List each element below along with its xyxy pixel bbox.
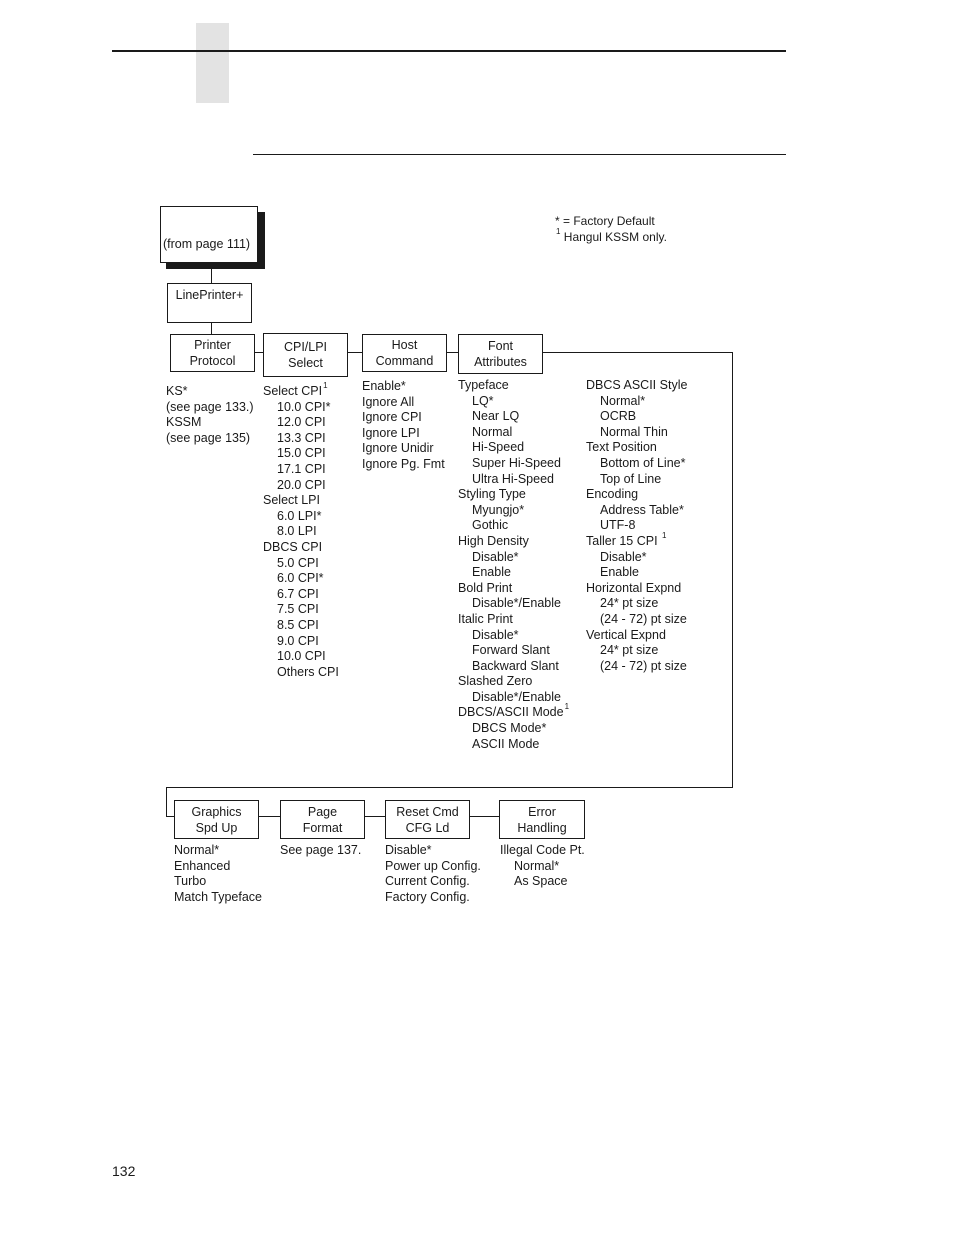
menu-option: Match Typeface — [174, 889, 263, 904]
box-label-line2: Protocol — [189, 354, 236, 368]
menu-option: Illegal Code Pt. — [500, 843, 585, 857]
menu-option: Ignore Pg. Fmt — [362, 456, 445, 471]
menu-option: Horizontal Expnd — [586, 580, 682, 595]
page-format-options — [280, 843, 361, 859]
menu-box-printer-protocol — [170, 334, 255, 372]
menu-option: Encoding — [586, 487, 639, 502]
menu-option: 12.0 CPI — [277, 415, 326, 430]
menu-option: Others CPI — [277, 664, 339, 679]
menu-option: Italic Print — [458, 611, 513, 626]
font-attributes-options-col2 — [586, 378, 687, 674]
menu-option: (see page 135) — [166, 430, 251, 445]
menu-option: 6.0 CPI* — [277, 571, 324, 586]
menu-option: 13.3 CPI — [277, 430, 326, 445]
connector-left-down — [166, 787, 167, 816]
menu-option: Ignore Unidir — [362, 441, 434, 456]
menu-box-font-attributes — [458, 334, 543, 374]
menu-option: 15.0 CPI — [277, 446, 326, 461]
menu-option: KS* — [166, 384, 188, 398]
menu-option: Ignore CPI — [362, 410, 422, 425]
connector-font-right — [543, 352, 733, 353]
menu-box-graphics-spd-up — [174, 800, 259, 839]
menu-option: Enable — [472, 565, 511, 580]
menu-option: DBCS/ASCII Mode$^1$ — [458, 702, 570, 720]
menu-option: 6.7 CPI — [277, 586, 319, 601]
connector-reset-error — [470, 816, 499, 817]
menu-option: Select LPI — [263, 493, 320, 508]
menu-option: Typeface — [458, 378, 509, 392]
legend-hangul: $^1$ Hangul KSSM only. — [556, 227, 667, 244]
menu-option: 8.5 CPI — [277, 617, 319, 632]
box-label-line2: CFG Ld — [405, 820, 450, 835]
menu-option: 5.0 CPI — [277, 555, 319, 570]
menu-box-error-handling — [499, 800, 585, 839]
menu-box-host-command — [362, 334, 447, 372]
box-label-line1: CPI/LPI — [283, 340, 328, 354]
menu-option: Super Hi-Speed — [472, 455, 561, 470]
menu-option: Disable*/Enable — [472, 596, 561, 611]
root-box-lineprinter — [167, 283, 252, 323]
menu-option: Disable* — [472, 549, 519, 564]
menu-option: Gothic — [472, 518, 509, 533]
menu-option: Ultra Hi-Speed — [472, 471, 554, 486]
menu-box-page-format — [280, 800, 365, 839]
menu-option: Bottom of Line* — [600, 455, 686, 470]
menu-option: 9.0 CPI — [277, 633, 319, 648]
menu-option: LQ* — [472, 393, 494, 408]
menu-option: Slashed Zero — [458, 674, 533, 689]
section-rule — [253, 154, 786, 155]
menu-option: As Space — [514, 874, 568, 889]
menu-option: Enhanced — [174, 858, 231, 873]
graphics-options — [174, 843, 262, 905]
chapter-tab — [196, 23, 229, 103]
menu-option: Normal* — [514, 858, 560, 873]
menu-option: OCRB — [600, 409, 637, 424]
menu-option: Power up Config. — [385, 858, 481, 873]
box-label-line1: Graphics — [191, 804, 242, 819]
menu-option: Ignore LPI — [362, 425, 420, 440]
menu-option: Styling Type — [458, 487, 526, 502]
menu-option: 6.0 LPI* — [277, 508, 322, 523]
menu-option: (24 - 72) pt size — [600, 611, 687, 626]
box-label-line2: Select — [288, 356, 323, 370]
box-label-line2: Command — [375, 354, 434, 368]
menu-option: Backward Slant — [472, 658, 559, 673]
menu-option: Disable* — [600, 549, 647, 564]
menu-option: See page 137. — [280, 843, 362, 857]
menu-option: Select CPI$^1$ — [263, 380, 328, 398]
box-label-line1: Error — [528, 804, 556, 819]
menu-option: Factory Config. — [385, 889, 470, 904]
reset-cmd-options — [385, 843, 481, 905]
font-attributes-options-col1 — [458, 378, 569, 752]
connector-bottom-back — [166, 787, 733, 788]
box-label-line1: Printer — [194, 338, 231, 352]
box-label-line2: Format — [302, 820, 343, 835]
menu-option: Turbo — [174, 874, 207, 889]
error-handling-options — [500, 843, 585, 890]
menu-option: Enable — [600, 565, 639, 580]
menu-option: UTF-8 — [600, 518, 636, 533]
connector-graphics-page — [259, 816, 280, 817]
menu-option: Disable* — [385, 843, 432, 857]
menu-option: Normal* — [600, 393, 646, 408]
connector-protocol-cpi — [255, 352, 263, 353]
menu-option: Forward Slant — [472, 643, 550, 658]
header-rule — [112, 50, 786, 52]
menu-box-cpi-lpi-select — [263, 333, 348, 377]
menu-option: (24 - 72) pt size — [600, 658, 687, 673]
connector-right-down — [732, 352, 733, 787]
menu-option: Disable* — [472, 627, 519, 642]
menu-option: DBCS ASCII Style — [586, 378, 688, 392]
menu-option: Normal* — [174, 843, 220, 857]
menu-option: Current Config. — [385, 874, 470, 889]
menu-option: Hi-Speed — [472, 440, 525, 455]
menu-option: Normal Thin — [600, 424, 668, 439]
menu-option: Address Table* — [600, 502, 684, 517]
menu-option: Vertical Expnd — [586, 627, 666, 642]
menu-option: 8.0 LPI — [277, 524, 317, 539]
host-command-options — [362, 379, 445, 473]
menu-option: 17.1 CPI — [277, 461, 326, 476]
root-box-label: LinePrinter+ — [175, 288, 244, 302]
menu-option: 10.0 CPI* — [277, 399, 331, 414]
box-label-line1: Font — [487, 339, 513, 353]
menu-option: Bold Print — [458, 580, 513, 595]
menu-option: 7.5 CPI — [277, 602, 319, 617]
connector-start-root — [211, 269, 212, 283]
menu-option: 24* pt size — [600, 596, 659, 611]
connector-left-graphics — [166, 816, 174, 817]
menu-option: Text Position — [586, 440, 657, 455]
box-label-line1: Page — [307, 804, 338, 819]
legend-factory-default: * = Factory Default — [555, 214, 655, 228]
box-label-line2: Attributes — [474, 355, 527, 369]
menu-option: DBCS Mode* — [472, 721, 547, 736]
cpi-lpi-options — [263, 380, 339, 680]
menu-option: Normal — [472, 424, 513, 439]
menu-option: 10.0 CPI — [277, 649, 326, 664]
connector-host-font — [447, 352, 458, 353]
menu-option: 20.0 CPI — [277, 477, 326, 492]
box-label-line1: Reset Cmd — [396, 804, 459, 819]
menu-option: KSSM — [166, 415, 202, 430]
start-box-label: (from page 111) — [163, 236, 251, 251]
menu-option: 24* pt size — [600, 643, 659, 658]
box-label-line1: Host — [391, 338, 418, 352]
connector-root-protocol — [211, 323, 212, 334]
menu-option: ASCII Mode — [472, 736, 540, 751]
page-number: 132 — [112, 1163, 136, 1179]
connector-page-reset — [365, 816, 385, 817]
connector-cpi-host — [348, 352, 362, 353]
menu-option: Taller 15 CPI $^1$ — [586, 530, 667, 548]
menu-option: (see page 133.) — [166, 399, 254, 414]
printer-protocol-options — [166, 384, 254, 446]
menu-option: Disable*/Enable — [472, 689, 561, 704]
menu-option: Ignore All — [362, 394, 415, 409]
menu-option: High Density — [458, 533, 529, 548]
menu-option: Near LQ — [472, 409, 520, 424]
start-box — [160, 206, 258, 263]
legend — [555, 213, 667, 245]
box-label-line2: Handling — [517, 820, 567, 835]
menu-option: Enable* — [362, 379, 406, 393]
menu-box-reset-cmd — [385, 800, 470, 839]
box-label-line2: Spd Up — [195, 820, 238, 835]
menu-option: Myungjo* — [472, 502, 525, 517]
menu-option: Top of Line — [600, 471, 662, 486]
menu-option: DBCS CPI — [263, 539, 323, 554]
